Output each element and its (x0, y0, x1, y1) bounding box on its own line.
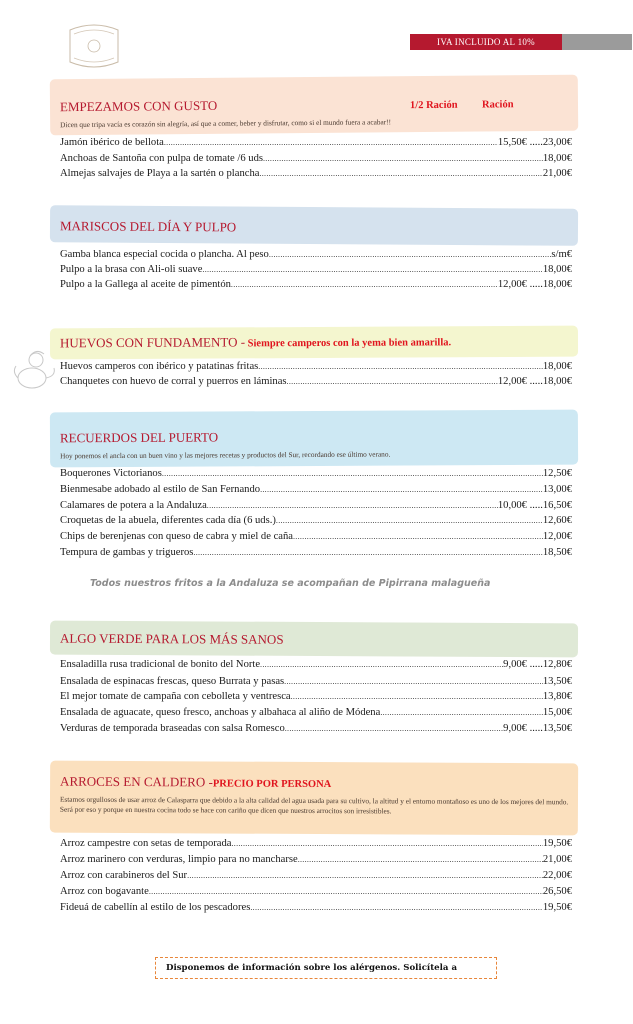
chef-illustration (10, 348, 60, 394)
menu-item: Ensalada de aguacate, queso fresco, anchoas y albahaca al aliño de Módena ..... 15,00€ (60, 706, 572, 720)
menu-item: Arroz marinero con verduras, limpio para no mancharse ..... 21,00€ (60, 853, 572, 867)
iva-label: IVA INCLUIDO AL 10% (410, 34, 562, 50)
section-title: MARISCOS DEL DÍA Y PULPO (59, 218, 237, 235)
column-ration: Ración (481, 99, 514, 111)
allergen-notice: Disponemos de información sobre los alérgenos. Solicítela a (155, 957, 497, 979)
menu-item: Ensaladilla rusa tradicional de bonito del Norte ..... 9,00€ .....12,80€ (60, 658, 572, 672)
menu-item: Jamón ibérico de bellota ..... 15,50€ .....23,00€ (60, 136, 572, 150)
section-banner-port (50, 410, 578, 468)
menu-item: Chanquetes con huevo de corral y puerros en láminas ..... 12,00€ .....18,00€ (60, 375, 572, 389)
menu-item: Pulpo a la Gallega al aceite de pimentón ..... 12,00€ .....18,00€ (60, 278, 572, 292)
section-banner-starters (50, 75, 578, 136)
menu-item: Boquerones Victorianos ..... 12,50€ (60, 467, 572, 481)
menu-item: Almejas salvajes de Playa a la sartén o plancha ..... 21,00€ (60, 167, 572, 181)
menu-item: Pulpo a la brasa con Ali-oli suave ..... 18,00€ (60, 263, 572, 277)
restaurant-logo (62, 22, 126, 70)
section-title: ALGO VERDE PARA LOS MÁS SANOS (59, 630, 284, 647)
menu-item: Bienmesabe adobado al estilo de San Fernando ..... 13,00€ (60, 483, 572, 497)
menu-item: Anchoas de Santoña con pulpa de tomate /6 uds ..... 18,00€ (60, 152, 572, 166)
section-title: EMPEZAMOS CON GUSTO (59, 97, 218, 115)
section-description: Hoy ponemos el ancla con un buen vino y las mejores recetas y productos del Sur, recordando ese último verano. (60, 449, 391, 461)
iva-bar (410, 34, 632, 50)
menu-item: Gamba blanca especial cocida o plancha. Al peso ..... s/m€ (60, 248, 572, 262)
section-note: Siempre camperos con la yema bien amarilla. (244, 337, 452, 350)
section-banner-seafood (50, 205, 578, 246)
menu-item: Fideuá de cabellín al estilo de los pescadores ..... 19,50€ (60, 901, 572, 915)
fried-food-note: Todos nuestros fritos a la Andaluza se acompañan de Pipirrana malagueña (90, 578, 491, 589)
menu-item: Verduras de temporada braseadas con salsa Romesco ..... 9,00€ .....13,50€ (60, 722, 572, 736)
menu-item: El mejor tomate de campaña con cebolleta y ventresca ..... 13,80€ (60, 690, 572, 704)
section-title: ARROCES EN CALDERO -PRECIO POR PERSONA (60, 773, 332, 791)
section-description: Dicen que tripa vacía es corazón sin alegría, así que a comer, beber y disfrutar, como si el mundo fuera a acabar!! (60, 117, 392, 130)
section-title: RECUERDOS DEL PUERTO (59, 429, 219, 446)
section-banner-greens (50, 621, 578, 658)
menu-item: Huevos camperos con ibérico y patatinas fritas ..... 18,00€ (60, 360, 572, 374)
section-banner-rice (50, 761, 578, 836)
menu-item: Arroz con bogavante ..... 26,50€ (60, 885, 572, 899)
menu-item: Ensalada de espinacas frescas, queso Burrata y pasas ..... 13,50€ (60, 675, 572, 689)
column-half-ration: 1/2 Ración (409, 99, 458, 112)
menu-item: Chips de berenjenas con queso de cabra y miel de caña ..... 12,00€ (60, 530, 572, 544)
menu-item: Arroz campestre con setas de temporada ..... 19,50€ (60, 837, 572, 851)
menu-item: Calamares de potera a la Andaluza ..... 10,00€ .....16,50€ (60, 499, 572, 513)
section-banner-eggs (50, 326, 578, 360)
section-description: Estamos orgullosos de usar arroz de Calasparra que debido a la alta calidad del agua usada para su cultivo, la altitud y el entorno montañoso es uno de los mejores del mundo. Será por eso y porque en nuestra cocina todo se hace con cariño que dicen que nuestros arrocitos son irresistibles. (59, 794, 569, 816)
menu-item: Croquetas de la abuela, diferentes cada día (6 uds.) ..... 12,60€ (60, 514, 572, 528)
section-title: HUEVOS CON FUNDAMENTO - Siempre camperos con la yema bien amarilla. (59, 334, 452, 351)
menu-item: Arroz con carabineros del Sur ..... 22,00€ (60, 869, 572, 883)
menu-item: Tempura de gambas y trigueros ..... 18,50€ (60, 546, 572, 560)
section-note: PRECIO POR PERSONA (212, 778, 332, 791)
